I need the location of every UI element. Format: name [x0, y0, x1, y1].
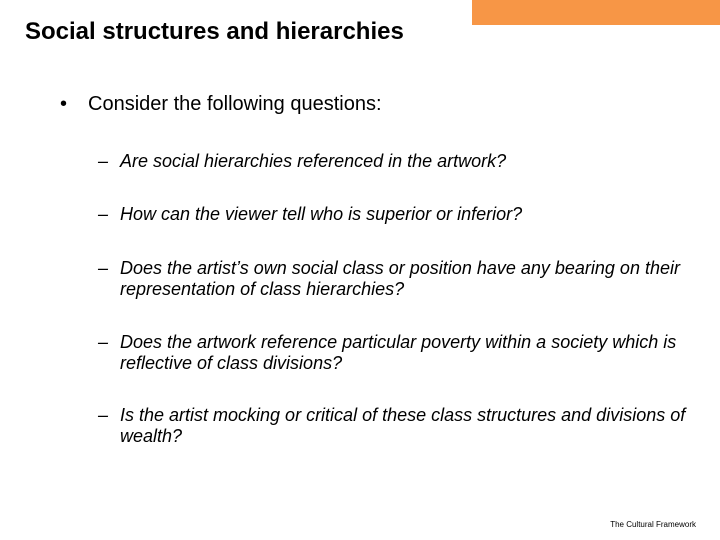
sub-bullet [98, 332, 698, 374]
sub-bullet-text: Is the artist mocking or critical of these class structures and divisions of wealth? [120, 405, 686, 446]
sub-bullet [98, 204, 698, 225]
sub-bullet-text: Does the artwork reference particular poverty within a society which is reflective of class divisions? [120, 332, 677, 373]
dash-marker: – [98, 258, 109, 278]
main-bullet [60, 92, 382, 116]
sub-bullet [98, 405, 698, 447]
sub-bullet [98, 258, 698, 300]
dash-marker: – [98, 332, 109, 352]
sub-bullet-text: Are social hierarchies referenced in the artwork? [120, 151, 507, 171]
sub-bullet-text: Does the artist’s own social class or position have any bearing on their representation of class hierarchies? [120, 258, 680, 299]
main-bullet-text: Consider the following questions: [88, 93, 382, 115]
footer-label: The Cultural Framework [610, 520, 696, 529]
sub-bullet [98, 151, 698, 172]
dash-marker: – [98, 151, 109, 171]
dash-marker: – [98, 405, 109, 425]
dash-marker: – [98, 204, 109, 224]
bullet-marker: • [60, 93, 68, 115]
slide-title: Social structures and hierarchies [25, 18, 404, 45]
sub-bullet-text: How can the viewer tell who is superior or inferior? [120, 204, 523, 224]
